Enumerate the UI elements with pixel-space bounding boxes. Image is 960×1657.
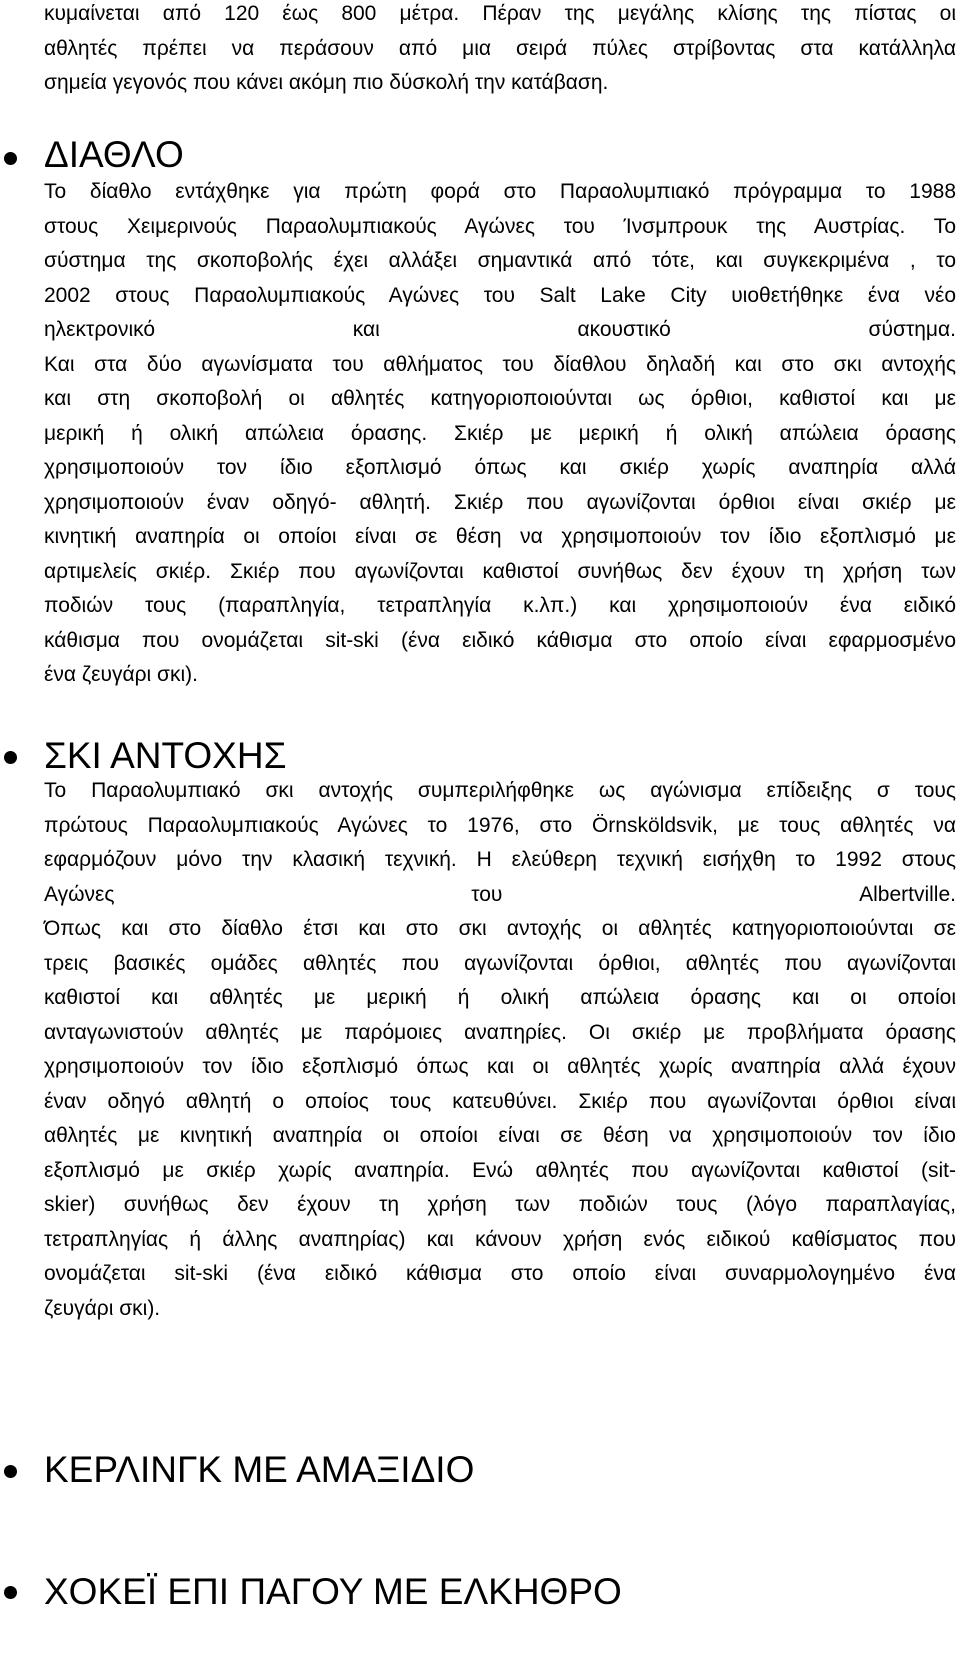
bullet-icon — [4, 152, 17, 165]
intro-paragraph — [44, 0, 956, 101]
text-line: Το δίαθλο εντάχθηκε για πρώτη φορά στο Παραολυμπιακό πρόγραμμα το 1988 — [44, 180, 956, 203]
text-line: στους Χειμερινούς Παραολυμπιακούς Αγώνες του Ίνσμπρουκ της Αυστρίας. Το — [44, 214, 956, 238]
text-line: αθλητές πρέπει να περάσουν από μια σειρά πύλες στρίβοντας στα κατάλληλα — [44, 36, 956, 60]
text-line: αρτιμελείς σκιέρ. Σκιέρ που αγωνίζονται καθιστοί συνήθως δεν έχουν τη χρήση των — [44, 559, 956, 583]
text-line: ζευγάρι σκι). — [44, 1296, 161, 1320]
text-line: εξοπλισμό με σκιέρ χωρίς αναπηρία. Ενώ αθλητές που αγωνίζονται καθιστοί (sit- — [44, 1158, 956, 1182]
section-heading-biathlon: ΔΙΑΘΛΟ — [44, 134, 184, 175]
text-line: ανταγωνιστούν αθλητές με παρόμοιες αναπηρίες. Οι σκιέρ με προβλήματα όρασης — [44, 1020, 956, 1044]
text-line: χρησιμοποιούν έναν οδηγό- αθλητή. Σκιέρ που αγωνίζονται όρθιοι είναι σκιέρ με — [44, 490, 956, 514]
text-line: ονομάζεται sit-ski (ένα ειδικό κάθισμα στο οποίο είναι συναρμολογημένο ένα — [44, 1262, 956, 1285]
text-line: κάθισμα που ονομάζεται sit-ski (ένα ειδικό κάθισμα στο οποίο είναι εφαρμοσμένο — [44, 628, 956, 652]
bullet-icon — [4, 751, 17, 764]
text-line: Όπως και στο δίαθλο έτσι και στο σκι αντοχής οι αθλητές κατηγοριοποιούνται σε — [44, 917, 956, 940]
text-line: τετραπληγίας ή άλλης αναπηρίας) και κάνουν χρήση ενός ειδικού καθίσματος που — [44, 1227, 956, 1251]
biathlon-paragraph — [44, 175, 956, 693]
text-line: κινητική αναπηρία οι οποίοι είναι σε θέση να χρησιμοποιούν τον ίδιο εξοπλισμό με — [44, 525, 956, 548]
text-line: χρησιμοποιούν τον ίδιο εξοπλισμό όπως και σκιέρ χωρίς αναπηρία αλλά — [44, 456, 956, 479]
text-line: σύστημα της σκοποβολής έχει αλλάξει σημαντικά από τότε, και συγκεκριμένα , το — [44, 249, 956, 272]
cross-country-paragraph — [44, 774, 956, 1326]
text-line: ποδιών τους (παραπληγία, τετραπληγία κ.λπ.) και χρησιμοποιούν ένα ειδικό — [44, 594, 956, 617]
text-line: skier) συνήθως δεν έχουν τη χρήση των ποδιών τους (λόγο παραπλαγίας, — [44, 1193, 956, 1216]
text-line: πρώτους Παραολυμπιακούς Αγώνες το 1976, στο Örnsköldsvik, με τους αθλητές να — [44, 813, 956, 837]
text-line: κυμαίνεται από 120 έως 800 μέτρα. Πέραν της μεγάλης κλίσης της πίστας οι — [44, 2, 956, 25]
text-line: ένα ζευγάρι σκι). — [44, 663, 198, 686]
text-line: μερική ή ολική απώλεια όρασης. Σκιέρ με μερική ή ολική απώλεια όρασης — [44, 421, 956, 445]
text-line: Το Παραολυμπιακό σκι αντοχής συμπεριλήφθηκε ως αγώνισμα επίδειξης σ τους — [44, 779, 956, 802]
text-line: αθλητές με κινητική αναπηρία οι οποίοι είναι σε θέση να χρησιμοποιούν τον ίδιο — [44, 1124, 956, 1147]
text-line: σημεία γεγονός που κάνει ακόμη πιο δύσκολή την κατάβαση. — [44, 71, 609, 94]
text-line: Και στα δύο αγωνίσματα του αθλήματος του δίαθλου δηλαδή και στο σκι αντοχής — [44, 352, 956, 376]
text-line: έναν οδηγό αθλητή ο οποίος τους κατευθύνει. Σκιέρ που αγωνίζονται όρθιοι είναι — [44, 1089, 956, 1113]
text-line: τρεις βασικές ομάδες αθλητές που αγωνίζονται όρθιοι, αθλητές που αγωνίζονται — [44, 951, 956, 975]
text-line: ηλεκτρονικό και ακουστικό σύστημα. — [44, 318, 956, 341]
text-line: Αγώνες του Albertville. — [44, 882, 956, 906]
text-line: εφαρμόζουν μόνο την κλασική τεχνική. Η ελεύθερη τεχνική εισήχθη το 1992 στους — [44, 848, 956, 871]
text-line: 2002 στους Παραολυμπιακούς Αγώνες του Salt Lake City υιοθετήθηκε ένα νέο — [44, 283, 956, 307]
text-line: και στη σκοποβολή οι αθλητές κατηγοριοποιούνται ως όρθιοι, καθιστοί και με — [44, 387, 956, 410]
section-heading-cross-country: ΣΚΙ ΑΝΤΟΧΗΣ — [44, 735, 287, 776]
text-line: καθιστοί και αθλητές με μερική ή ολική απώλεια όρασης και οι οποίοι — [44, 986, 956, 1009]
section-heading-sledge-hockey: ΧΟΚΕΪ ΕΠΙ ΠΑΓΟΥ ΜΕ ΕΛΚΗΘΡΟ — [44, 1571, 622, 1612]
text-line: χρησιμοποιούν τον ίδιο εξοπλισμό όπως και οι αθλητές χωρίς αναπηρία αλλά έχουν — [44, 1055, 956, 1078]
bullet-icon — [4, 1465, 17, 1478]
bullet-icon — [4, 1586, 17, 1599]
section-heading-wheelchair-curling: ΚΕΡΛΙΝΓΚ ΜΕ ΑΜΑΞΙΔΙΟ — [44, 1449, 475, 1490]
